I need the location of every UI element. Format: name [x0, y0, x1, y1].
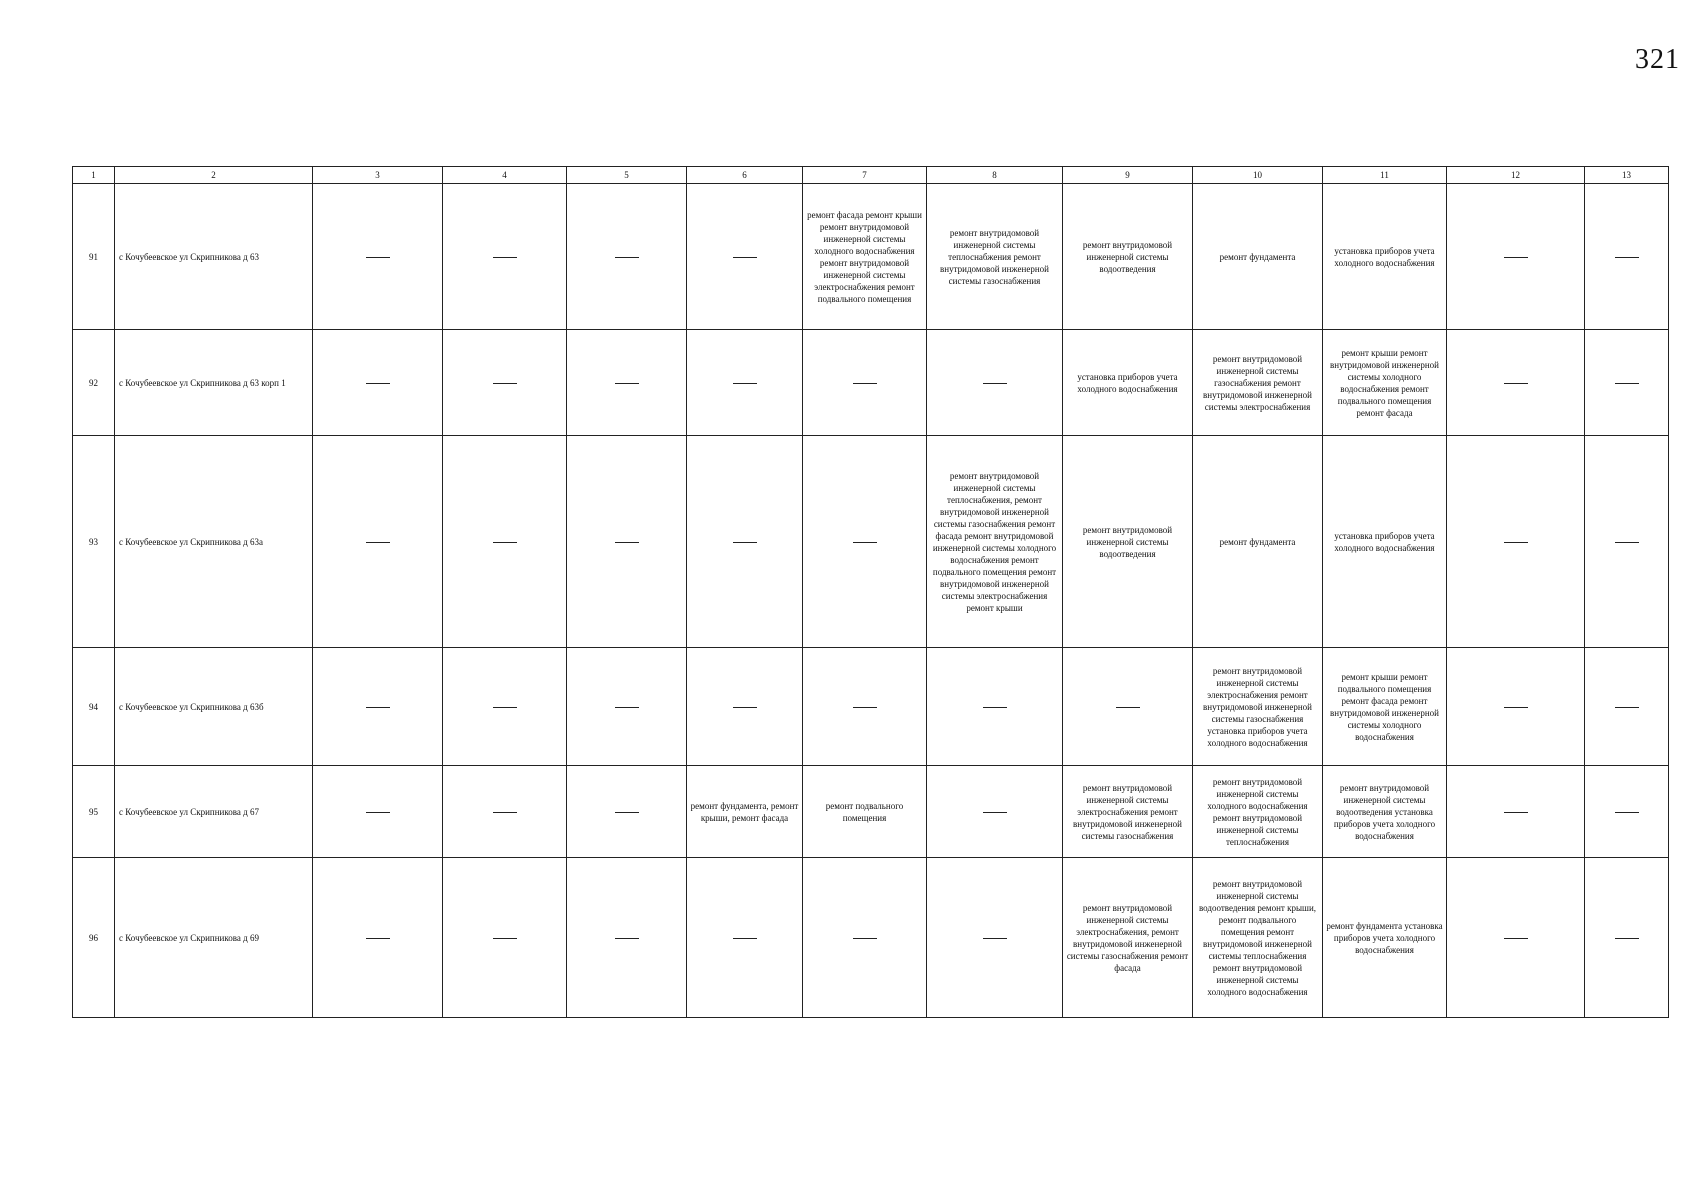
dash-mark: [615, 542, 639, 543]
dash-mark: [366, 707, 390, 708]
page-number: 321: [1635, 44, 1680, 75]
table-row: [73, 858, 1669, 1018]
row-number: 95: [73, 766, 115, 858]
dash-mark: [733, 938, 757, 939]
work-schedule-table: [72, 166, 1669, 1018]
dash-mark: [983, 938, 1007, 939]
empty-cell: [443, 184, 567, 330]
dash-mark: [493, 542, 517, 543]
empty-cell: [313, 648, 443, 766]
dash-mark: [366, 938, 390, 939]
work-cell: ремонт внутридомовой инженерной системы водоотведения: [1063, 184, 1193, 330]
empty-cell: [687, 858, 803, 1018]
address-cell: с Кочубеевское ул Скрипникова д 69: [115, 858, 313, 1018]
dash-mark: [366, 383, 390, 384]
row-number: 93: [73, 436, 115, 648]
dash-mark: [1615, 542, 1639, 543]
dash-mark: [733, 257, 757, 258]
dash-mark: [733, 542, 757, 543]
column-header: 6: [687, 167, 803, 184]
empty-cell: [803, 858, 927, 1018]
dash-mark: [1615, 938, 1639, 939]
dash-mark: [1504, 938, 1528, 939]
column-header: 3: [313, 167, 443, 184]
empty-cell: [443, 330, 567, 436]
empty-cell: [1447, 436, 1585, 648]
table-row: [73, 330, 1669, 436]
work-cell: установка приборов учета холодного водоснабжения: [1323, 436, 1447, 648]
address-cell: с Кочубеевское ул Скрипникова д 63: [115, 184, 313, 330]
empty-cell: [443, 858, 567, 1018]
address-cell: с Кочубеевское ул Скрипникова д 67: [115, 766, 313, 858]
work-cell: установка приборов учета холодного водоснабжения: [1063, 330, 1193, 436]
empty-cell: [1585, 648, 1669, 766]
row-number: 91: [73, 184, 115, 330]
empty-cell: [687, 648, 803, 766]
dash-mark: [853, 938, 877, 939]
column-header: 7: [803, 167, 927, 184]
empty-cell: [927, 648, 1063, 766]
empty-cell: [567, 766, 687, 858]
empty-cell: [687, 184, 803, 330]
empty-cell: [1447, 766, 1585, 858]
row-number: 96: [73, 858, 115, 1018]
work-cell: ремонт внутридомовой инженерной системы теплоснабжения, ремонт внутридомовой инженерной системы газоснабжения ремонт фасада ремонт внутридомовой инженерной системы холодного водоснабжения ремонт подвального помещения ремонт внутридомовой инженерной системы электроснабжения ремонт крыши: [927, 436, 1063, 648]
dash-mark: [493, 707, 517, 708]
column-header: 13: [1585, 167, 1669, 184]
column-header: 4: [443, 167, 567, 184]
table-row: [73, 184, 1669, 330]
dash-mark: [615, 383, 639, 384]
empty-cell: [313, 858, 443, 1018]
dash-mark: [853, 542, 877, 543]
work-cell: ремонт фасада ремонт крыши ремонт внутридомовой инженерной системы холодного водоснабжения ремонт внутридомовой инженерной системы электроснабжения ремонт подвального помещения: [803, 184, 927, 330]
dash-mark: [853, 383, 877, 384]
empty-cell: [1447, 184, 1585, 330]
work-cell: установка приборов учета холодного водоснабжения: [1323, 184, 1447, 330]
work-cell: ремонт фундамента: [1193, 184, 1323, 330]
row-number: 92: [73, 330, 115, 436]
empty-cell: [803, 436, 927, 648]
table-row: [73, 436, 1669, 648]
dash-mark: [366, 812, 390, 813]
dash-mark: [493, 812, 517, 813]
empty-cell: [1585, 184, 1669, 330]
dash-mark: [493, 257, 517, 258]
dash-mark: [983, 707, 1007, 708]
empty-cell: [1447, 330, 1585, 436]
work-cell: ремонт внутридомовой инженерной системы водоотведения: [1063, 436, 1193, 648]
dash-mark: [1615, 257, 1639, 258]
dash-mark: [853, 707, 877, 708]
work-cell: ремонт подвального помещения: [803, 766, 927, 858]
dash-mark: [1615, 812, 1639, 813]
work-cell: ремонт внутридомовой инженерной системы холодного водоснабжения ремонт внутридомовой инженерной системы теплоснабжения: [1193, 766, 1323, 858]
header-row: [73, 167, 1669, 184]
empty-cell: [567, 858, 687, 1018]
row-number: 94: [73, 648, 115, 766]
empty-cell: [927, 858, 1063, 1018]
dash-mark: [1116, 707, 1140, 708]
column-header: 10: [1193, 167, 1323, 184]
empty-cell: [443, 766, 567, 858]
work-cell: ремонт крыши ремонт внутридомовой инженерной системы холодного водоснабжения ремонт подвального помещения ремонт фасада: [1323, 330, 1447, 436]
dash-mark: [1504, 257, 1528, 258]
dash-mark: [615, 938, 639, 939]
empty-cell: [1585, 858, 1669, 1018]
empty-cell: [1585, 436, 1669, 648]
work-cell: ремонт фундамента: [1193, 436, 1323, 648]
column-header: 9: [1063, 167, 1193, 184]
work-cell: ремонт фундамента, ремонт крыши, ремонт фасада: [687, 766, 803, 858]
column-header: 11: [1323, 167, 1447, 184]
table-row: [73, 648, 1669, 766]
column-header: 5: [567, 167, 687, 184]
dash-mark: [1504, 707, 1528, 708]
empty-cell: [803, 648, 927, 766]
address-cell: с Кочубеевское ул Скрипникова д 63б: [115, 648, 313, 766]
column-header: 2: [115, 167, 313, 184]
empty-cell: [567, 436, 687, 648]
address-cell: с Кочубеевское ул Скрипникова д 63а: [115, 436, 313, 648]
work-cell: ремонт внутридомовой инженерной системы водоотведения установка приборов учета холодного водоснабжения: [1323, 766, 1447, 858]
empty-cell: [313, 766, 443, 858]
address-cell: с Кочубеевское ул Скрипникова д 63 корп 1: [115, 330, 313, 436]
empty-cell: [313, 184, 443, 330]
dash-mark: [983, 812, 1007, 813]
empty-cell: [1585, 766, 1669, 858]
empty-cell: [1063, 648, 1193, 766]
empty-cell: [567, 184, 687, 330]
table-body: [73, 184, 1669, 1018]
empty-cell: [1585, 330, 1669, 436]
empty-cell: [443, 648, 567, 766]
empty-cell: [567, 648, 687, 766]
dash-mark: [493, 938, 517, 939]
empty-cell: [803, 330, 927, 436]
work-cell: ремонт внутридомовой инженерной системы электроснабжения ремонт внутридомовой инженерной системы газоснабжения установка приборов учета холодного водоснабжения: [1193, 648, 1323, 766]
empty-cell: [687, 330, 803, 436]
work-cell: ремонт внутридомовой инженерной системы газоснабжения ремонт внутридомовой инженерной системы электроснабжения: [1193, 330, 1323, 436]
empty-cell: [313, 330, 443, 436]
table-row: [73, 766, 1669, 858]
work-cell: ремонт внутридомовой инженерной системы электроснабжения, ремонт внутридомовой инженерной системы газоснабжения ремонт фасада: [1063, 858, 1193, 1018]
empty-cell: [1447, 648, 1585, 766]
dash-mark: [733, 707, 757, 708]
column-header: 8: [927, 167, 1063, 184]
dash-mark: [615, 812, 639, 813]
empty-cell: [567, 330, 687, 436]
dash-mark: [366, 542, 390, 543]
empty-cell: [687, 436, 803, 648]
column-header: 1: [73, 167, 115, 184]
dash-mark: [1504, 383, 1528, 384]
empty-cell: [313, 436, 443, 648]
dash-mark: [493, 383, 517, 384]
work-cell: ремонт внутридомовой инженерной системы водоотведения ремонт крыши, ремонт подвального помещения ремонт внутридомовой инженерной системы теплоснабжения ремонт внутридомовой инженерной системы холодного водоснабжения: [1193, 858, 1323, 1018]
work-cell: ремонт крыши ремонт подвального помещения ремонт фасада ремонт внутридомовой инженерной системы холодного водоснабжения: [1323, 648, 1447, 766]
column-header: 12: [1447, 167, 1585, 184]
dash-mark: [1615, 383, 1639, 384]
work-cell: ремонт внутридомовой инженерной системы электроснабжения ремонт внутридомовой инженерной системы газоснабжения: [1063, 766, 1193, 858]
empty-cell: [927, 766, 1063, 858]
dash-mark: [366, 257, 390, 258]
dash-mark: [983, 383, 1007, 384]
empty-cell: [1447, 858, 1585, 1018]
dash-mark: [733, 383, 757, 384]
dash-mark: [615, 707, 639, 708]
dash-mark: [615, 257, 639, 258]
work-cell: ремонт фундамента установка приборов учета холодного водоснабжения: [1323, 858, 1447, 1018]
work-cell: ремонт внутридомовой инженерной системы теплоснабжения ремонт внутридомовой инженерной системы газоснабжения: [927, 184, 1063, 330]
empty-cell: [927, 330, 1063, 436]
dash-mark: [1615, 707, 1639, 708]
dash-mark: [1504, 812, 1528, 813]
dash-mark: [1504, 542, 1528, 543]
empty-cell: [443, 436, 567, 648]
